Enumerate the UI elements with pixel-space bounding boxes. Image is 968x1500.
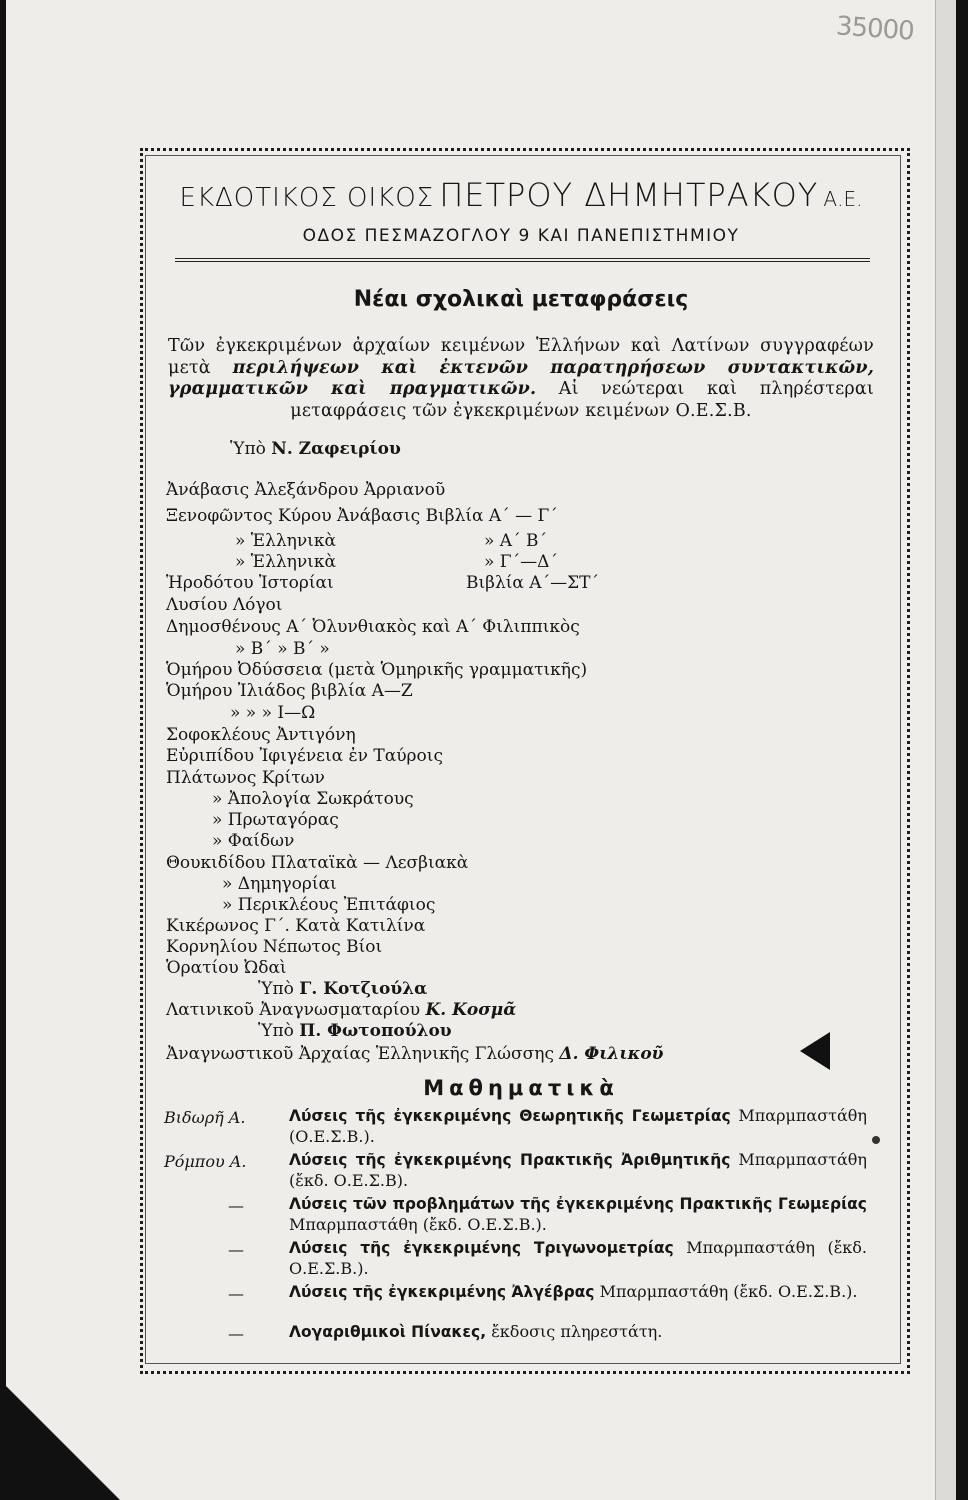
list-item: Ἀνάβασις Ἀλεξάνδρου Ἀρριανοῦ	[166, 480, 446, 500]
list-item: Ὁρατίου Ὠδαὶ	[166, 958, 287, 978]
list-item-author: Δ. Φιλικοῦ	[559, 1044, 664, 1064]
list-item: » Δημηγορίαι	[222, 874, 337, 894]
math-entry-dash: —	[228, 1284, 244, 1303]
by-label: Ὑπὸ	[258, 1021, 294, 1041]
author-heading-zafeiriou	[230, 439, 401, 460]
math-entry	[289, 1150, 867, 1190]
list-item: Λυσίου Λόγοι	[166, 595, 283, 615]
math-entry-details: Μπαρμπαστάθη (Ο.Ε.Σ.Β.).	[289, 1106, 867, 1146]
publisher-name	[150, 176, 892, 214]
list-item: » Ἑλληνικὰ	[235, 552, 336, 572]
list-item: Ξενοφῶντος Κύρου Ἀνάβασις Βιβλία Α΄ — Γ΄	[166, 506, 558, 526]
by-label: Ὑπὸ	[258, 979, 294, 999]
pointer-arrow-icon	[800, 1032, 830, 1070]
math-entry-title: Λύσεις τῶν προβλημάτων τῆς ἐγκεκριμένης Πρακτικῆς Γεωμερίας	[289, 1195, 867, 1213]
handwritten-note: 35000	[835, 11, 915, 47]
math-entry-dash: —	[228, 1240, 244, 1259]
torn-corner	[0, 1380, 120, 1500]
list-item: » Ἑλληνικὰ	[235, 531, 336, 551]
list-item-volumes: Βιβλία Α΄—ΣΤ΄	[466, 573, 599, 593]
list-item: Πλάτωνος Κρίτων	[166, 768, 325, 788]
list-item: » Πρωταγόρας	[212, 810, 339, 830]
list-item: » Β΄ » Β΄ »	[235, 639, 330, 659]
list-item: » Ἀπολογία Σωκράτους	[212, 789, 414, 809]
list-item	[166, 1000, 516, 1021]
list-item-volumes: » Γ΄—Δ΄	[484, 552, 558, 572]
list-item: » Περικλέους Ἐπιτάφιος	[222, 895, 436, 915]
list-item: Δημοσθένους Α΄ Ὀλυνθιακὸς καὶ Α΄ Φιλιππικὸς	[166, 617, 580, 637]
list-item: Ὁμήρου Ὀδύσσεια (μετὰ Ὁμηρικῆς γραμματικῆς)	[166, 660, 588, 680]
intro-paragraph	[168, 336, 874, 422]
math-entry-dash: —	[228, 1324, 244, 1343]
list-item: Κορνηλίου Νέπωτος Βίοι	[166, 937, 383, 957]
list-item: Κικέρωνος Γ΄. Κατὰ Κατιλίνα	[166, 916, 426, 936]
author-name: Π. Φωτοπούλου	[299, 1021, 452, 1041]
math-entry	[289, 1282, 867, 1303]
author-heading-fotopoulou	[258, 1021, 452, 1042]
math-entry-details: Μπαρμπαστάθη (ἔκδ. Ο.Ε.Σ.Β.).	[289, 1238, 868, 1278]
intro-text-2: Αἱ νεώτεραι καὶ πληρέστεραι μεταφράσεις τῶν ἐγκεκριμένων κειμένων Ο.Ε.Σ.Β.	[290, 379, 874, 421]
math-entry-title: Λογαριθμικοὶ Πίνακες,	[289, 1323, 487, 1341]
list-item-volumes: » Α΄ Β΄	[484, 531, 547, 551]
section-title-translations: Νέαι σχολικαὶ μεταφράσεις	[353, 287, 689, 312]
list-item-title: Ἀναγνωστικοῦ Ἀρχαίας Ἑλληνικῆς Γλώσσης	[166, 1044, 554, 1064]
math-entry-dash: —	[228, 1196, 244, 1215]
header-rule	[175, 258, 870, 262]
math-entry-author: Ρόμπου Α.	[164, 1152, 247, 1171]
math-entry	[289, 1106, 867, 1146]
list-item: Εὐριπίδου Ἰφιγένεια ἐν Ταύροις	[166, 746, 443, 766]
ink-dot	[872, 1136, 880, 1144]
by-label: Ὑπὸ	[230, 439, 266, 459]
author-name: Ν. Ζαφειρίου	[271, 439, 401, 459]
math-entry-details: Μπαρμπαστάθη (ἔκδ. Ο.Ε.Σ.Β.).	[599, 1282, 858, 1301]
intro-text-1: Τῶν ἐγκεκριμένων ἀρχαίων κειμένων Ἑλλήνων καὶ Λατίνων συγγραφέων μετὰ	[168, 336, 874, 378]
list-item-title: Λατινικοῦ Ἀναγνωσματαρίου	[166, 1000, 421, 1020]
math-entry-title: Λύσεις τῆς ἐγκεκριμένης Πρακτικῆς Ἀριθμητικῆς	[289, 1151, 731, 1169]
math-entry	[289, 1322, 867, 1343]
list-item-author: Κ. Κοσμᾶ	[425, 1000, 517, 1020]
math-entry-details: Μπαρμπαστάθη (ἔκδ. Ο.Ε.Σ.Β).	[289, 1150, 868, 1190]
publisher-address: ΟΔΟΣ ΠΕΣΜΑΖΟΓΛΟΥ 9 ΚΑΙ ΠΑΝΕΠΙΣΤΗΜΙΟΥ	[302, 226, 740, 246]
math-entry-author: Βιδωρῆ Α.	[164, 1108, 246, 1127]
list-item: Θουκιδίδου Πλαταϊκὰ — Λεσβιακὰ	[166, 853, 469, 873]
math-entry-title: Λύσεις τῆς ἐγκεκριμένης Θεωρητικῆς Γεωμετρίας	[289, 1107, 731, 1125]
author-heading-kotzioula	[258, 979, 427, 1000]
list-item: Σοφοκλέους Ἀντιγόνη	[166, 725, 356, 745]
author-name: Γ. Κοτζιούλα	[299, 979, 428, 999]
list-item	[166, 1044, 663, 1065]
math-entry-details: Μπαρμπαστάθη (ἔκδ. Ο.Ε.Σ.Β.).	[289, 1214, 547, 1234]
list-item: » » » Ι—Ω	[230, 703, 316, 723]
list-item: Ἡροδότου Ἱστορίαι	[166, 573, 334, 593]
list-item: Ὁμήρου Ἰλιάδος βιβλία Α—Ζ	[166, 681, 413, 701]
section-title-mathematics: Μαθηματικὰ	[423, 1076, 619, 1100]
publisher-name-part1: ΕΚΔΟΤΙΚΟΣ ΟΙΚΟΣ	[179, 183, 435, 213]
math-entry	[289, 1238, 867, 1278]
list-item: » Φαίδων	[212, 831, 295, 851]
publisher-name-part2: ΠΕΤΡΟΥ ΔΗΜΗΤΡΑΚΟΥ	[439, 176, 819, 214]
math-entry-details: ἔκδοσις πληρεστάτη.	[491, 1322, 663, 1341]
math-entry	[289, 1194, 867, 1234]
page-edge	[935, 0, 956, 1500]
math-entry-title: Λύσεις τῆς ἐγκεκριμένης Τριγωνομετρίας	[289, 1239, 674, 1257]
publisher-name-part3: Α.Ε.	[823, 187, 863, 211]
intro-emphasis: περιλήψεων καὶ ἐκτενῶν παρατηρήσεων συντακτικῶν, γραμματικῶν καὶ πραγματικῶν.	[168, 357, 875, 399]
math-entry-title: Λύσεις τῆς ἐγκεκριμένης Ἀλγέβρας	[289, 1283, 595, 1301]
